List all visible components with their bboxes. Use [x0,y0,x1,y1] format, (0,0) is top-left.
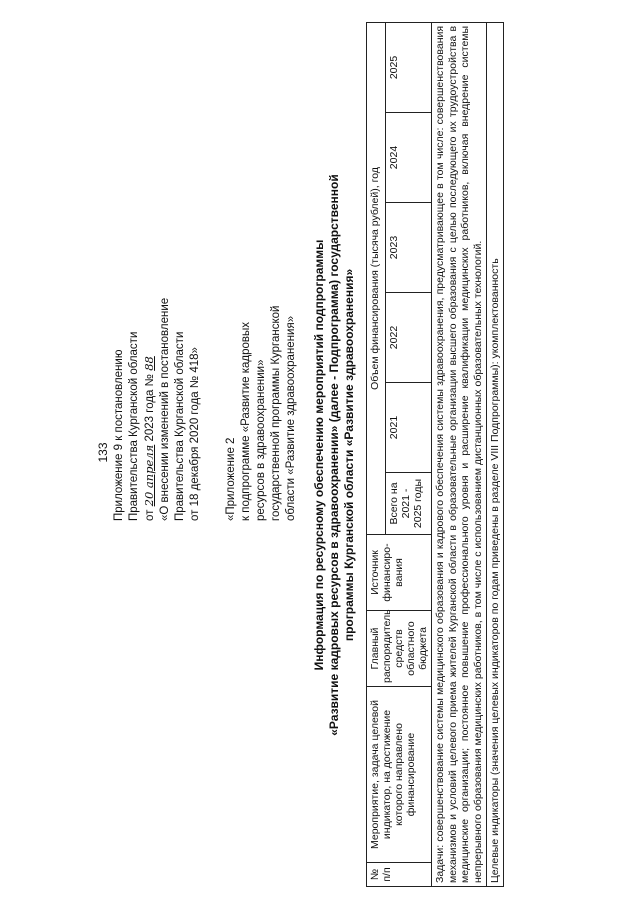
title-line-2: «Развитие кадровых ресурсов в здравоохранении» (далее - Подпрограмма) государственной [327,174,341,736]
appendix-2-header [224,11,299,521]
appendix-9-line-5: Правительства Курганской области [174,331,186,521]
handwritten-date: 20 апреля [142,444,156,507]
header-year-2024: 2024 [386,113,432,203]
document-title [312,145,357,765]
header-volume: Объем финансирования (тысяча рублей), год [367,22,386,534]
table-row-indicators [487,22,504,886]
title-line-3: программы Курганской области «Развитие здравоохранения» [342,268,356,642]
header-source: Источник финансиро-вания [367,535,432,611]
table-row-tasks [432,22,487,886]
date-year: 2023 года № [144,374,156,442]
header-total: Всего на 2021 - 2025 годы [386,473,432,535]
indicators-cell: Целевые индикаторы (значения целевых индикаторов по годам приведены в разделе VIII Подпрограммы): укомплектованность [487,22,504,886]
header-event: Мероприятие, задача целевой индикатор, на достижение которого направлено финансирование [367,687,432,863]
appendix-9-line-6: от 18 декабря 2020 года № 418» [189,347,201,521]
appendix-9-header [112,11,203,521]
header-manager: Главный распорядитель средств областного бюджета [367,611,432,687]
header-year-2021: 2021 [386,383,432,473]
header-year-2025: 2025 [386,22,432,112]
appendix-2-line-2: к подпрограмме «Развитие кадровых [240,321,252,521]
resource-table [366,22,504,887]
table-header-row-1 [367,22,386,886]
appendix-2-line-3: ресурсов в здравоохранении» [255,359,267,521]
appendix-9-line-2: Правительства Курганской области [128,331,140,521]
appendix-2-line-1: «Приложение 2 [225,437,237,521]
date-prefix: от [144,509,156,521]
header-year-2023: 2023 [386,203,432,293]
appendix-9-line-1: Приложение 9 к постановлению [113,349,125,521]
appendix-9-line-4: «О внесении изменений в постановление [159,297,171,521]
appendix-2-line-4: государственной программы Курганской [270,305,282,521]
appendix-2-line-5: области «Развитие здравоохранения» [285,315,297,521]
page-number: 133 [96,442,110,463]
handwritten-number: 88 [142,356,156,371]
title-line-1: Информация по ресурсному обеспечению мероприятий подпрограммы [312,239,326,671]
appendix-9-line-3 [142,11,158,521]
header-year-2022: 2022 [386,293,432,383]
tasks-cell: Задачи: совершенствование системы медицинского образования и кадрового обеспечения системы здравоохранения, предусматривающее в том числе: совершенствования механизмов и условий целевого приема жителей Курганской области в образовательные организации высшего образования с целью последующего их трудоустройства в медицинские организации; постоянное повышение профессионального уровня и расширение квалификации медицинских работников, включая внедрение системы непрерывного образования медицинских работников, в том числе с использованием дистанционных образовательных технологий. [432,22,487,886]
header-num: № п/п [367,863,432,887]
